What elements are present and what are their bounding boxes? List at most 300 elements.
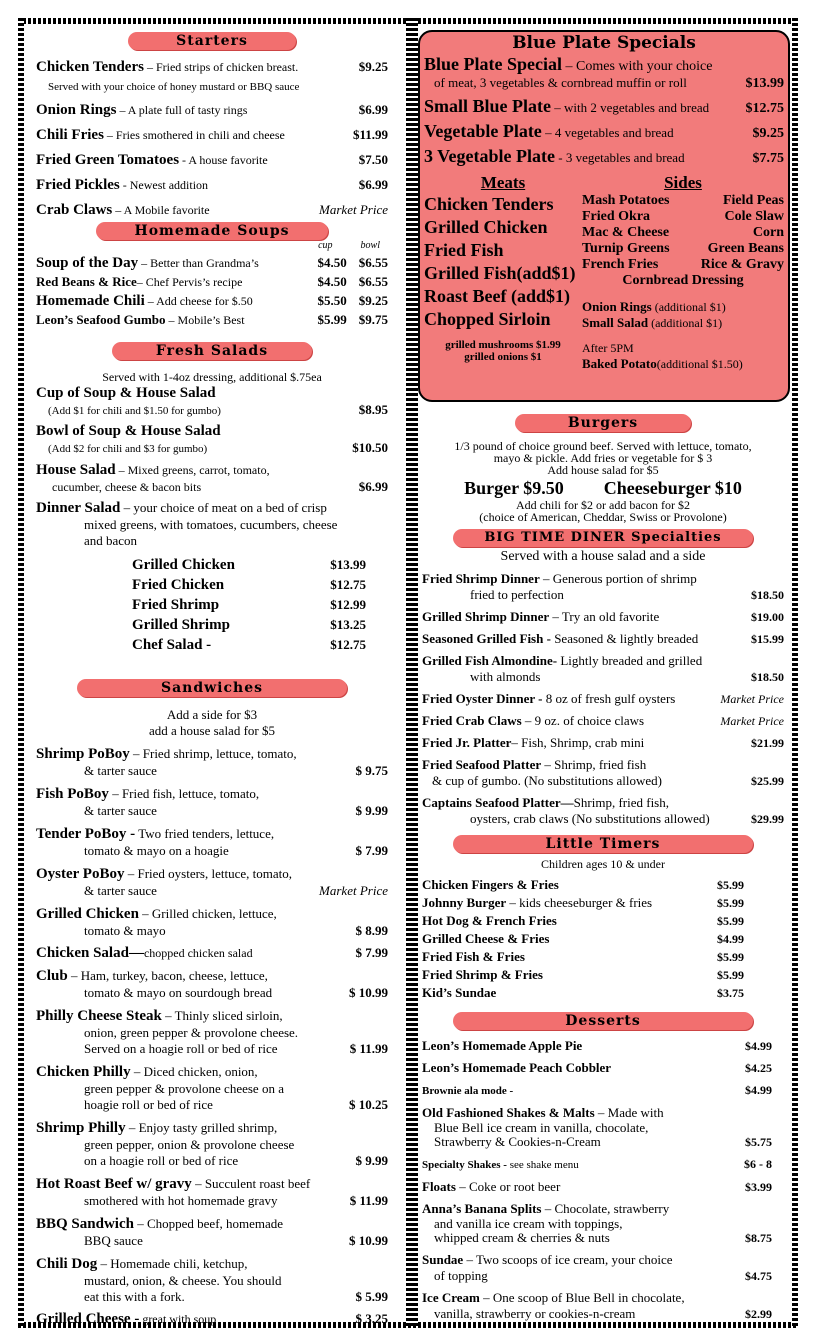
bowl-soup-salad-price: $10.50	[352, 440, 388, 455]
sandwich-desc2: mustard, onion, & cheese. You should	[84, 1273, 282, 1288]
dessert-line1	[422, 1082, 772, 1099]
dinner-salad-option	[132, 635, 366, 655]
little-timer-text	[422, 930, 549, 948]
dessert-price: $6 - 8	[744, 1157, 772, 1171]
dessert-text	[422, 1252, 673, 1268]
sandwich-name: Chicken Salad—	[36, 945, 144, 961]
blue-plate-desc2: of meat, 3 vegetables & cornbread muffin or roll	[434, 75, 687, 90]
sandwich-desc2: & tarter sauce	[84, 763, 157, 778]
little-timer-name: Hot Dog & French Fries	[422, 913, 557, 928]
specialty-line1	[422, 757, 784, 773]
little-timers-note: Children ages 10 & under	[541, 857, 665, 871]
dessert-row	[422, 1268, 772, 1284]
dessert-price: $5.75	[745, 1135, 772, 1149]
soup-item	[36, 293, 388, 309]
sides-list	[582, 193, 784, 273]
dinner-option-name: Grilled Chicken	[132, 557, 235, 573]
blue-plate-item	[424, 123, 784, 142]
sandwich-desc1: – Grilled chicken, lettuce,	[138, 906, 277, 921]
little-timer-text	[422, 966, 543, 984]
sandwich-price: Market Price	[319, 883, 388, 898]
sandwich-name: Philly Cheese Steak	[36, 1008, 162, 1024]
sandwich-name: Chicken Philly	[36, 1064, 131, 1080]
sandwich-desc1: – Fried shrimp, lettuce, tomato,	[129, 746, 297, 761]
dinner-option-name: Fried Shrimp	[132, 597, 220, 613]
starter-price: $6.99	[358, 177, 388, 192]
sandwich-row	[36, 1233, 388, 1249]
side-item: French Fries	[582, 257, 659, 272]
little-timer-name: Kid’s Sundae	[422, 985, 497, 1000]
dessert-item	[422, 1082, 772, 1099]
sandwich-name: Shrimp Philly	[36, 1120, 126, 1136]
side-item: Mac & Cheese	[582, 225, 670, 240]
dessert-text	[422, 1290, 685, 1306]
little-timer-price: $4.99	[717, 932, 744, 946]
starter-text	[36, 152, 268, 168]
starter-text	[36, 202, 210, 218]
specialty-item	[422, 735, 784, 751]
side-item: Rice & Gravy	[700, 257, 784, 272]
dinner-option-price: $12.75	[330, 637, 366, 652]
specialty-text	[422, 653, 702, 669]
sandwich-row	[36, 923, 388, 939]
specialty-line2	[422, 773, 784, 789]
dessert-name: Old Fashioned Shakes & Malts	[422, 1105, 595, 1120]
dinner-salad-desc: – your choice of meat on a bed of crisp	[120, 500, 327, 515]
soups-list	[36, 255, 388, 328]
small-salad-side: Small Salad	[582, 315, 649, 330]
blue-plate-desc: – with 2 vegetables and bread	[551, 100, 710, 115]
specialty-line2	[422, 587, 784, 603]
salads-note: Served with 1-4oz dressing, additional $.75ea	[102, 370, 322, 384]
dinner-option-price: $13.99	[330, 557, 366, 572]
dessert-desc1: see shake menu	[506, 1159, 579, 1171]
sandwiches-list	[36, 745, 388, 1327]
sandwich-row	[36, 1153, 388, 1169]
sandwich-item	[36, 1063, 388, 1113]
blue-plate-item	[424, 148, 784, 167]
sandwich-row	[36, 1041, 388, 1057]
starter-desc: – Fried strips of chicken breast.	[143, 60, 299, 74]
soup-bowl-price: $6.55	[358, 274, 388, 289]
sandwich-name: Grilled Cheese -	[36, 1311, 140, 1327]
little-timer-text	[422, 948, 525, 966]
house-salad-price: $6.99	[358, 479, 388, 494]
sandwich-line1	[36, 785, 388, 803]
little-timer-item	[422, 948, 744, 966]
dessert-row	[422, 1306, 772, 1322]
specialty-desc1: – Fish, Shrimp, crab mini	[511, 735, 645, 750]
sandwich-price: $ 11.99	[349, 1041, 388, 1056]
dessert-desc1: – Chocolate, strawberry	[541, 1201, 670, 1216]
soup-item	[36, 274, 388, 290]
blue-plate-price: $12.75	[745, 101, 784, 116]
sandwich-name: Shrimp PoBoy	[36, 746, 130, 762]
dessert-line1	[422, 1201, 772, 1217]
soup-desc: – Better than Grandma’s	[138, 256, 259, 270]
little-timer-name: Johnny Burger	[422, 895, 507, 910]
little-timer-text	[422, 912, 557, 930]
side-row	[582, 225, 784, 241]
specialty-desc1: Lightly breaded and grilled	[557, 653, 703, 668]
sandwich-name: Fish PoBoy	[36, 786, 109, 802]
sandwich-desc1: – Fried oysters, lettuce, tomato,	[124, 866, 292, 881]
blue-plate-text	[424, 98, 709, 116]
dessert-line1	[422, 1179, 772, 1195]
sandwich-line1	[36, 745, 388, 763]
bowl-soup-salad-name: Bowl of Soup & House Salad	[36, 423, 221, 439]
sandwich-line1	[36, 825, 388, 843]
specialty-name: Captains Seafood Platter—	[422, 795, 574, 810]
meat-item: Grilled Fish(add$1)	[424, 263, 576, 283]
sandwich-name: Chili Dog	[36, 1256, 98, 1272]
blue-plate-line	[424, 54, 784, 75]
dessert-desc1: – One scoop of Blue Bell in chocolate,	[479, 1290, 685, 1305]
soup-name: Homemade Chili	[36, 293, 145, 309]
starters-note: Served with your choice of honey mustard or BBQ sauce	[48, 81, 300, 93]
side-item: Fried Okra	[582, 209, 651, 224]
specialty-text	[422, 713, 644, 729]
starter-desc: – A plate full of tasty rings	[116, 103, 248, 117]
cornbread-dressing: Cornbread Dressing	[622, 273, 744, 288]
dessert-item	[422, 1156, 772, 1173]
little-timer-text	[422, 894, 652, 912]
specialty-desc1: Seasoned & lightly breaded	[550, 631, 699, 646]
starter-price: $7.50	[358, 152, 388, 167]
starter-text	[36, 177, 208, 193]
sandwich-item	[36, 865, 388, 899]
soup-cup-price: $5.99	[317, 312, 347, 327]
little-timers-list	[422, 876, 784, 1002]
soup-text	[36, 312, 245, 328]
burgers-header: Burgers	[515, 414, 691, 432]
dessert-desc1: – Two scoops of ice cream, your choice	[463, 1252, 673, 1267]
right-border	[792, 18, 798, 1326]
dessert-name: Brownie ala mode -	[422, 1085, 514, 1097]
after-5pm: After 5PM	[582, 341, 634, 355]
soup-bowl-price: $9.75	[358, 312, 388, 327]
sandwich-desc2: onion, green pepper & provolone cheese.	[84, 1025, 299, 1040]
starter-name: Chicken Tenders	[36, 59, 144, 75]
specialties-header: BIG TIME DINER Specialties	[453, 529, 753, 547]
sandwich-name: Oyster PoBoy	[36, 866, 125, 882]
sandwich-desc1: – Thinly sliced sirloin,	[161, 1008, 283, 1023]
dessert-item	[422, 1179, 772, 1195]
onion-rings-side: Onion Rings	[582, 299, 652, 314]
sandwich-desc2: green pepper & provolone cheese on a	[84, 1081, 284, 1096]
dessert-desc3: whipped cream & cherries & nuts	[434, 1230, 610, 1245]
little-timer-item	[422, 966, 744, 984]
soup-cup-price: $5.50	[317, 293, 347, 308]
cup-soup-salad-name: Cup of Soup & House Salad	[36, 385, 216, 401]
dinner-salad-name: Dinner Salad	[36, 500, 121, 516]
side-item: Field Peas	[722, 193, 784, 208]
blue-plate-name: Vegetable Plate	[424, 121, 542, 141]
sandwich-name: Tender PoBoy -	[36, 826, 136, 842]
specialty-text	[422, 609, 659, 625]
dinner-salad-desc3: and bacon	[84, 533, 138, 548]
soup-cup-price: $4.50	[317, 274, 347, 289]
starter-name: Crab Claws	[36, 202, 113, 218]
sandwich-price: $ 3.25	[355, 1311, 388, 1326]
sandwich-desc2: & tarter sauce	[84, 803, 157, 818]
soup-text	[36, 255, 259, 271]
specialty-name: Fried Oyster Dinner -	[422, 691, 543, 706]
dinner-salad-desc2: mixed greens, with tomatoes, cucumbers, cheese	[84, 517, 338, 532]
sandwich-price: $ 7.99	[355, 843, 388, 858]
cup-label: cup	[318, 240, 333, 251]
dessert-text	[422, 1060, 611, 1076]
dessert-row	[422, 1134, 772, 1150]
soup-bowl-price: $9.25	[358, 293, 388, 308]
specialty-desc1: – Try an old favorite	[549, 609, 660, 624]
sandwich-desc1: – Diced chicken, onion,	[130, 1064, 258, 1079]
sandwich-item	[36, 785, 388, 819]
specialty-name: Fried Seafood Platter	[422, 757, 542, 772]
sandwich-desc2: BBQ sauce	[84, 1233, 143, 1248]
sandwich-row	[36, 883, 388, 899]
desserts-list	[422, 1038, 784, 1322]
soups-size-labels	[36, 240, 388, 252]
specialties-list	[422, 571, 784, 827]
starter-name: Chili Fries	[36, 127, 104, 143]
specialty-line1	[422, 735, 784, 751]
house-salad-desc: – Mixed greens, carrot, tomato,	[115, 463, 270, 477]
soup-bowl-price: $6.55	[358, 255, 388, 270]
meats-column	[424, 173, 582, 372]
dessert-text	[422, 1105, 664, 1121]
sandwiches-header: Sandwiches	[77, 679, 347, 697]
specialty-price: $25.99	[751, 774, 784, 788]
starter-price: Market Price	[319, 202, 388, 217]
dessert-item	[422, 1060, 772, 1076]
soup-prices	[318, 312, 389, 328]
sandwich-row	[36, 1097, 388, 1113]
dessert-name: Sundae	[422, 1252, 464, 1267]
blue-plate-name: 3 Vegetable Plate	[424, 146, 555, 166]
little-timer-name: Fried Fish & Fries	[422, 949, 525, 964]
sandwich-desc1: great with soup	[139, 1312, 217, 1326]
dessert-desc1: – Made with	[594, 1105, 664, 1120]
sandwich-desc1: – Succulent roast beef	[191, 1176, 311, 1191]
little-timer-text	[422, 876, 559, 894]
sandwich-price: $ 8.99	[355, 923, 388, 938]
specialty-name: Grilled Shrimp Dinner	[422, 609, 550, 624]
salads-header: Fresh Salads	[112, 342, 312, 360]
sandwich-price: $ 11.99	[349, 1193, 388, 1208]
sandwich-name: Club	[36, 968, 68, 984]
dinner-option-name: Chef Salad -	[132, 637, 212, 653]
little-timer-item	[422, 876, 744, 894]
starter-item	[36, 102, 388, 118]
sandwich-item	[36, 745, 388, 779]
sandwich-price: $ 9.99	[355, 803, 388, 818]
meats-sides	[424, 173, 784, 372]
specialty-desc1: 8 oz of fresh gulf oysters	[542, 691, 676, 706]
baked-potato: Baked Potato	[582, 356, 657, 371]
meats-title: Meats	[480, 173, 526, 192]
specialty-text	[422, 757, 646, 773]
soup-text	[36, 274, 242, 290]
extras-line1: grilled mushrooms $1.99	[445, 339, 561, 351]
starter-price: $6.99	[358, 102, 388, 117]
little-timer-price: $3.75	[717, 986, 744, 1000]
dinner-salad-option	[132, 595, 366, 615]
blue-plate-desc: – Comes with your choice	[562, 59, 713, 74]
dessert-line1	[422, 1038, 772, 1054]
sandwich-row	[36, 1273, 388, 1289]
blue-plate-item	[424, 98, 784, 117]
starter-desc: - Newest addition	[119, 178, 209, 192]
specialty-desc1: – Shrimp, fried fish	[541, 757, 647, 772]
sandwich-line1	[36, 1175, 388, 1193]
sandwich-price: $ 5.99	[355, 1289, 388, 1304]
dessert-name: Specialty Shakes -	[422, 1159, 507, 1171]
soup-name: Soup of the Day	[36, 255, 139, 271]
cup-soup-salad-price: $8.95	[358, 402, 388, 417]
sandwich-row	[36, 1193, 388, 1209]
soup-prices	[318, 274, 389, 290]
dessert-line1	[422, 1290, 772, 1306]
dessert-text	[422, 1179, 560, 1195]
sandwich-desc2: & tarter sauce	[84, 883, 157, 898]
blue-plate-price: $13.99	[745, 76, 784, 91]
dessert-desc2: of topping	[434, 1268, 488, 1283]
dessert-text	[422, 1201, 669, 1217]
specialty-line1	[422, 631, 784, 647]
sandwich-item	[36, 905, 388, 939]
soup-text	[36, 293, 253, 309]
salads-list	[36, 385, 388, 655]
soup-prices	[318, 293, 389, 309]
sandwich-line1	[36, 865, 388, 883]
side-item: Mash Potatoes	[582, 193, 670, 208]
starter-desc: – Fries smothered in chili and cheese	[103, 128, 285, 142]
dessert-item	[422, 1201, 772, 1246]
dessert-text	[422, 1082, 513, 1099]
specialty-line1	[422, 691, 784, 707]
specialty-item	[422, 691, 784, 707]
blue-plate-price: $9.25	[752, 126, 784, 141]
burger-price: Burger $9.50	[464, 478, 564, 498]
house-salad-desc2: cucumber, cheese & bacon bits	[52, 480, 202, 494]
specialty-price: $18.50	[751, 670, 784, 684]
starter-item	[36, 152, 388, 168]
specialty-name: Grilled Fish Almondine-	[422, 653, 558, 668]
sandwich-price: $ 7.99	[355, 945, 388, 960]
starter-name: Fried Pickles	[36, 177, 120, 193]
dessert-price: $4.75	[745, 1269, 772, 1283]
specialty-price: Market Price	[720, 714, 784, 728]
sandwich-item	[36, 1007, 388, 1057]
dessert-name: Ice Cream	[422, 1290, 480, 1305]
sandwich-line1	[36, 1215, 388, 1233]
dinner-salad-options	[36, 555, 388, 655]
meat-item: Fried Fish	[424, 240, 504, 260]
specialty-desc2: with almonds	[470, 669, 541, 684]
soup-desc: – Mobile’s Best	[165, 313, 245, 327]
specialty-price: $21.99	[751, 736, 784, 750]
dessert-row	[422, 1230, 772, 1246]
blue-plate-desc: – 4 vegetables and bread	[541, 125, 674, 140]
right-column	[422, 414, 784, 1322]
sandwich-item	[36, 1311, 388, 1327]
meat-item: Grilled Chicken	[424, 217, 548, 237]
dessert-row	[422, 1121, 772, 1134]
sandwich-line1	[36, 1311, 216, 1327]
dessert-price: $8.75	[745, 1231, 772, 1245]
soup-name: Red Beans & Rice	[36, 274, 137, 289]
sandwich-price: $ 10.25	[349, 1097, 388, 1112]
little-timer-price: $5.99	[717, 968, 744, 982]
meats-list	[424, 193, 582, 331]
side-row	[582, 193, 784, 209]
sides-column	[582, 173, 784, 372]
little-timer-name: Fried Shrimp & Fries	[422, 967, 543, 982]
little-timer-item	[422, 894, 744, 912]
dessert-desc3: Strawberry & Cookies-n-Cream	[434, 1134, 601, 1149]
dessert-line1	[422, 1156, 772, 1173]
sandwich-desc3: hoagie roll or bed of rice	[84, 1097, 213, 1112]
sandwich-row	[36, 985, 388, 1001]
specialty-item	[422, 571, 784, 603]
sandwich-name: Grilled Chicken	[36, 906, 139, 922]
little-timer-price: $5.99	[717, 896, 744, 910]
onion-rings-note: (additional $1)	[651, 300, 726, 314]
sandwich-desc2: green pepper, onion & provolone cheese	[84, 1137, 295, 1152]
sandwich-desc1: – Enjoy tasty grilled shrimp,	[125, 1120, 278, 1135]
sandwich-row	[36, 1289, 388, 1305]
sandwich-price: $ 10.99	[349, 1233, 388, 1248]
starter-desc: - A house favorite	[179, 153, 268, 167]
dessert-item	[422, 1038, 772, 1054]
left-column	[36, 28, 388, 1327]
sandwich-price: $ 9.99	[355, 1153, 388, 1168]
sandwich-desc2: tomato & mayo on sourdough bread	[84, 985, 273, 1000]
specialty-name: Fried Shrimp Dinner	[422, 571, 540, 586]
specialty-price: $29.99	[751, 812, 784, 826]
burgers-note1: Add chili for $2 or add bacon for $2	[516, 498, 690, 512]
dessert-item	[422, 1290, 772, 1322]
dessert-name: Anna’s Banana Splits	[422, 1201, 542, 1216]
sandwich-row	[36, 1081, 388, 1097]
side-item: Corn	[752, 225, 784, 240]
sandwiches-note2: add a house salad for $5	[149, 723, 275, 738]
sandwich-row	[36, 1137, 388, 1153]
desserts-header: Desserts	[453, 1012, 753, 1030]
specialty-price: Market Price	[720, 692, 784, 706]
dessert-line1	[422, 1252, 772, 1268]
meat-item: Chopped Sirloin	[424, 309, 551, 329]
sandwich-item	[36, 1175, 388, 1209]
baked-potato-note: (additional $1.50)	[656, 357, 743, 371]
sides-title: Sides	[664, 173, 702, 192]
sandwich-item	[36, 967, 388, 1001]
sandwich-desc1: – Fried fish, lettuce, tomato,	[108, 786, 260, 801]
specialty-item	[422, 757, 784, 789]
little-timer-price: $5.99	[717, 878, 744, 892]
sandwich-desc1: – Ham, turkey, bacon, cheese, lettuce,	[67, 968, 268, 983]
dinner-salad-option	[132, 615, 366, 635]
small-salad-note: (additional $1)	[648, 316, 723, 330]
dinner-option-price: $12.75	[330, 577, 366, 592]
specialty-item	[422, 631, 784, 647]
specialty-item	[422, 713, 784, 729]
sandwich-row	[36, 803, 388, 819]
sandwich-line1	[36, 967, 388, 985]
blue-plate-text	[424, 148, 685, 166]
burgers-desc1: 1/3 pound of choice ground beef. Served with lettuce, tomato,	[454, 439, 752, 453]
